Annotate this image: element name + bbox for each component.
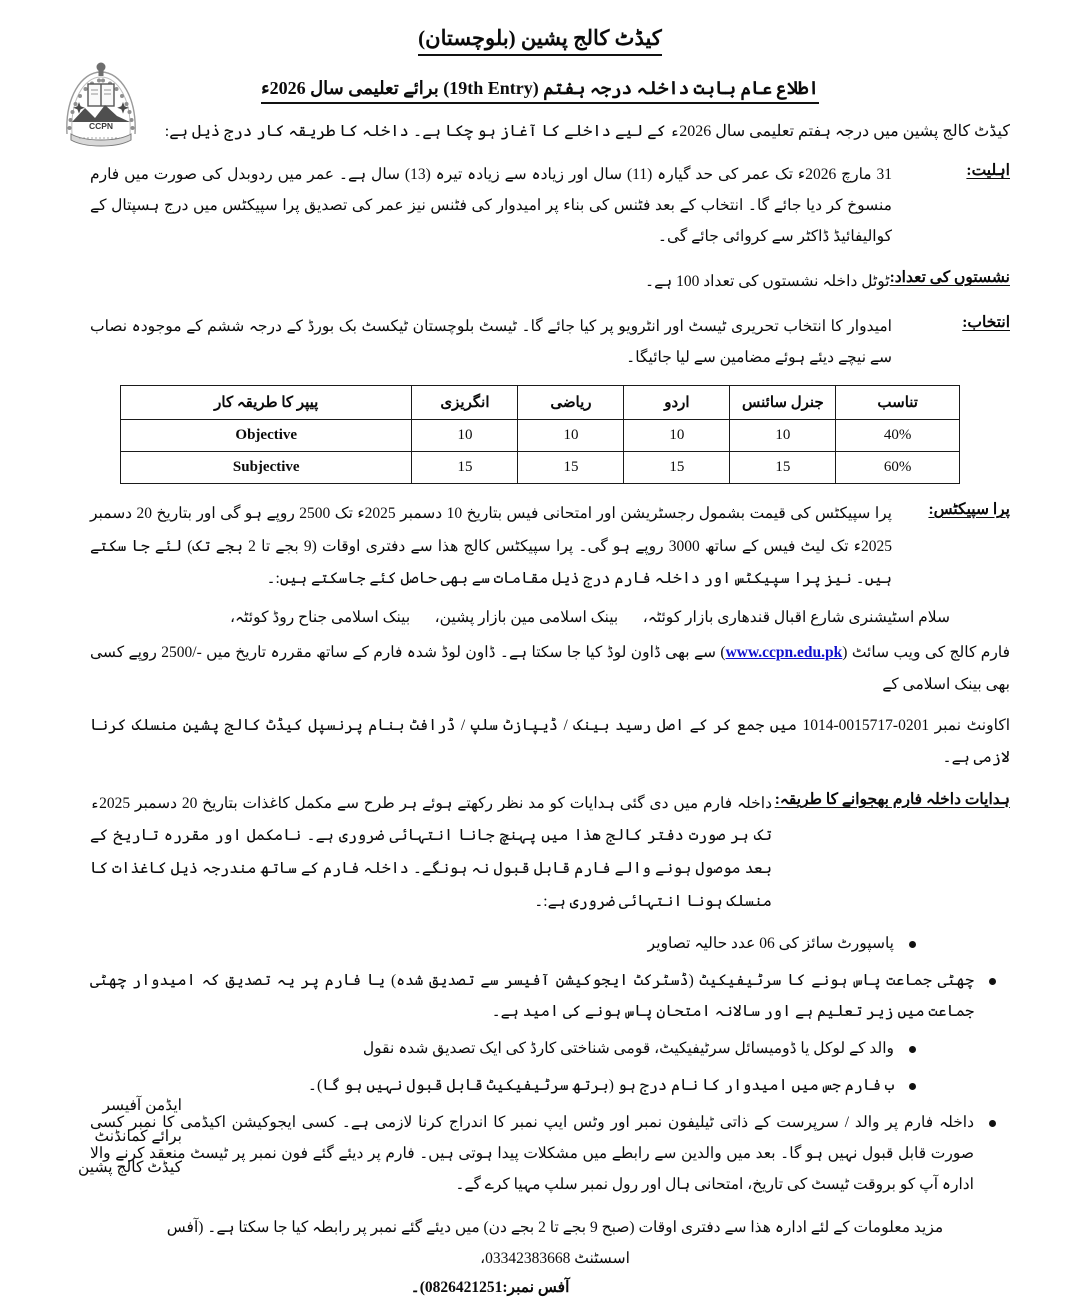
office-number-line: آفس نمبر:0826421251)۔: [410, 1279, 570, 1297]
cell-science: 15: [730, 452, 836, 484]
cell-urdu: 15: [624, 452, 730, 484]
header-english: انگریزی: [412, 386, 518, 420]
signature-institution: کیڈٹ کالج پشین: [78, 1159, 182, 1176]
cell-science: 10: [730, 420, 836, 452]
header-math: ریاضی: [518, 386, 624, 420]
office-number-value: 0826421251: [424, 1279, 503, 1297]
eligibility-body: 31 مارچ 2026ء تک عمر کی حد گیارہ (11) سال اور زیادہ سے زیادہ تیرہ (13) سال ہے۔ عمر میں ردوبدل کی صورت میں فارم منسوخ کر دیا جائے گا۔ انتخاب کے بعد فٹنس کی بناء پر امیدوار کی فٹنس نیز عمر کی تصدیق پرا سپیکٹس میں درج ہسپتال کے کوالیفائیڈ ڈاکٹر سے کروائی جائے گی۔: [90, 166, 893, 246]
book-icon: [88, 84, 114, 106]
list-item: چھٹی جماعت پاس ہونے کا سرٹیفیکیٹ (ڈسٹرکٹ ایجوکیشن آفیسر سے تصدیق شدہ) یا فارم پر یہ تصدیق کہ امیدوار چھٹی جماعت میں زیر تعلیم ہے اور سالانہ امتحان پاس ہونے کی امید ہے۔: [90, 965, 1000, 1027]
table-row: [121, 420, 960, 452]
table-row: [121, 452, 960, 484]
website-text-after: ) سے بھی ڈاون لوڈ کیا جا سکتا ہے۔ ڈاون لوڈ شدہ فارم کے ساتھ مقررہ تاریخ میں -/2500 روپے کسی بھی بینک اسلامی کے: [90, 643, 1010, 693]
instructions-label-text: ہدایات داخلہ فارم بھجوانے کا طریقہ:: [774, 790, 1010, 808]
cell-english: 15: [412, 452, 518, 484]
cell-english: 10: [412, 420, 518, 452]
cell-math: 15: [518, 452, 624, 484]
marks-table-wrapper: [120, 385, 960, 484]
sale-point-bank-pishin: بینک اسلامی مین بازار پشین،: [434, 608, 619, 626]
page-title: [0, 0, 1080, 56]
list-item: والد کے لوکل یا ڈومیسائل سرٹیفیکیٹ، قومی شناختی کارڈ کی ایک تصدیق شدہ نقول: [90, 1033, 920, 1064]
instructions-label: [772, 788, 1010, 809]
selection-label: [892, 311, 1010, 332]
office-number-label: آفس نمبر:: [502, 1279, 570, 1297]
selection-label-text: انتخاب:: [962, 314, 1010, 332]
section-seats: [90, 266, 1010, 297]
cell-ratio: 40%: [836, 420, 960, 452]
cell-method: Subjective: [121, 452, 412, 484]
sale-point-bank-quetta: بینک اسلامی جناح روڈ کوئٹہ،: [230, 608, 411, 626]
more-info-paragraph: مزید معلومات کے لئے ادارہ ھذا سے دفتری اوقات (صبح 9 بجے تا 2 بجے دن) میں دیئے گئے نمبر پر رابطہ کیا جا سکتا ہے۔ (آفس اسسٹنٹ 03342383668،: [166, 1219, 944, 1268]
list-item: پاسپورٹ سائز کی 06 عدد حالیہ تصاویر: [90, 928, 920, 959]
notice-subtitle-text: اطلاع عام بابت داخلہ درجہ ہفتم (19th Entry) برائے تعلیمی سال 2026ء: [261, 78, 819, 104]
instructions-body: داخلہ فارم میں دی گئی ہدایات کو مد نظر رکھتے ہوئے ہر طرح سے مکمل کاغذات بتاریخ 20 دسمبر 2025ء تک ہر صورت دفتر کالج ھذا میں پہنچ جانا انتہائی ضروری ہے۔ نامکمل اور مقررہ تاریخ کے بعد موصول ہونے والے فارم قابل قبول نہ ہونگے۔ داخلہ فارم کے ساتھ مندرجہ ذیل کاغذات کا منسلک ہونا انتہائی ضروری ہے:۔: [90, 794, 772, 910]
seats-body: ٹوٹل داخلہ نشستوں کی تعداد 100 ہے۔: [645, 273, 890, 291]
college-crest-logo: [55, 58, 147, 150]
website-paragraph: [90, 637, 1010, 701]
section-prospectus: [90, 498, 1010, 596]
header-method: پیپر کا طریقہ کار: [121, 386, 412, 420]
marks-table: [120, 385, 960, 484]
required-documents-list: [90, 928, 974, 1200]
signature-on-behalf: برائے کمانڈنٹ: [94, 1128, 182, 1145]
bank-account-paragraph: اکاونٹ نمبر 0201-0015717-1014 میں جمع کر کے اصل رسید بینک / ڈیپازٹ سلپ / ڈرافٹ بنام پرنسپل کیڈٹ کالج پشین منسلک کرنا لازمی ہے۔: [90, 717, 1011, 767]
website-text-before: فارم کالج کی ویب سائٹ (: [842, 643, 1010, 661]
header-urdu: اردو: [624, 386, 730, 420]
cell-ratio: 60%: [836, 452, 960, 484]
notice-subtitle: [0, 78, 1080, 104]
table-header-row: [121, 386, 960, 420]
prospectus-body: پرا سپیکٹس کی قیمت بشمول رجسٹریشن اور امتحانی فیس بتاریخ 10 دسمبر 2025ء تک 2500 روپے ہو گی اور بتاریخ 20 دسمبر 2025ء تک لیٹ فیس کے ساتھ 3000 روپے ہو گی۔ پرا سپیکٹس کالج ھذا سے دفتری اوقات (9 بجے تا 2 بجے تک) لئے جا سکتے ہیں۔ نیز پرا سپیکٹس اور داخلہ فارم درج ذیل مقامات سے بھی حاصل کئے جاسکتے ہیں:۔: [90, 505, 892, 588]
eligibility-label-text: اہلیت:: [966, 162, 1010, 180]
cell-math: 10: [518, 420, 624, 452]
crest-initials: CCPN: [88, 121, 114, 131]
college-website-link[interactable]: www.ccpn.edu.pk: [725, 643, 843, 661]
selection-body: امیدوار کا انتخاب تحریری ٹیسٹ اور انٹرویو پر کیا جائے گا۔ ٹیسٹ بلوچستان ٹیکسٹ بک بورڈ کے درجہ ششم کے موجودہ نصاب سے نیچے دیئے ہوئے مضامین سے لیا جائیگا۔: [90, 318, 892, 367]
list-item: ب فارم جس میں امیدوار کا نام درج ہو (برتھ سرٹیفیکیٹ قابل قبول نہیں ہو گا)۔: [90, 1070, 920, 1101]
cell-urdu: 10: [624, 420, 730, 452]
sale-points-row: [230, 608, 950, 627]
section-instructions: [90, 788, 1010, 918]
cell-method: Objective: [121, 420, 412, 452]
sale-point-stationery: سلام اسٹیشنری شارع اقبال قندھاری بازار کوئٹہ،: [642, 608, 950, 626]
prospectus-label-text: پرا سپیکٹس:: [928, 501, 1010, 519]
signature-block: [78, 1090, 182, 1183]
eligibility-label: [892, 159, 1010, 180]
header-science: جنرل سائنس: [730, 386, 836, 420]
seats-label-text: نشستوں کی تعداد:: [889, 269, 1010, 287]
institution-name: کیڈٹ کالج پشین (بلوچستان): [418, 26, 662, 56]
list-item: داخلہ فارم پر والد / سرپرست کے ذاتی ٹیلیفون نمبر اور وٹس ایپ نمبر کا اندراج کرنا لازمی ہے۔ کسی ایجوکیشن اکیڈمی کا نمبر کسی صورت قابل قبول نہیں ہو گا۔ بعد میں والدین سے رابطے میں مشکلات پیدا ہوتی ہیں۔ فارم پر دیئے گئے فون نمبر پر ٹیسٹ منعقد کرنے والا ادارہ آپ کو بروقت ٹیسٹ کی تاریخ، امتحانی ہال اور رول نمبر سلپ مہیا کرے گے۔: [90, 1107, 1000, 1200]
section-selection: [90, 311, 1010, 373]
section-eligibility: [90, 159, 1010, 252]
prospectus-label: [892, 498, 1010, 519]
intro-paragraph: کیڈٹ کالج پشین میں درجہ ہفتم تعلیمی سال 2026ء کے لیے داخلے کا آغاز ہو چکا ہے۔ داخلہ کا طریقہ کار درج ذیل ہے:: [164, 123, 1010, 140]
signature-designation: ایڈمن آفیسر: [102, 1097, 182, 1114]
seats-label: [890, 266, 1010, 287]
header-ratio: تناسب: [836, 386, 960, 420]
